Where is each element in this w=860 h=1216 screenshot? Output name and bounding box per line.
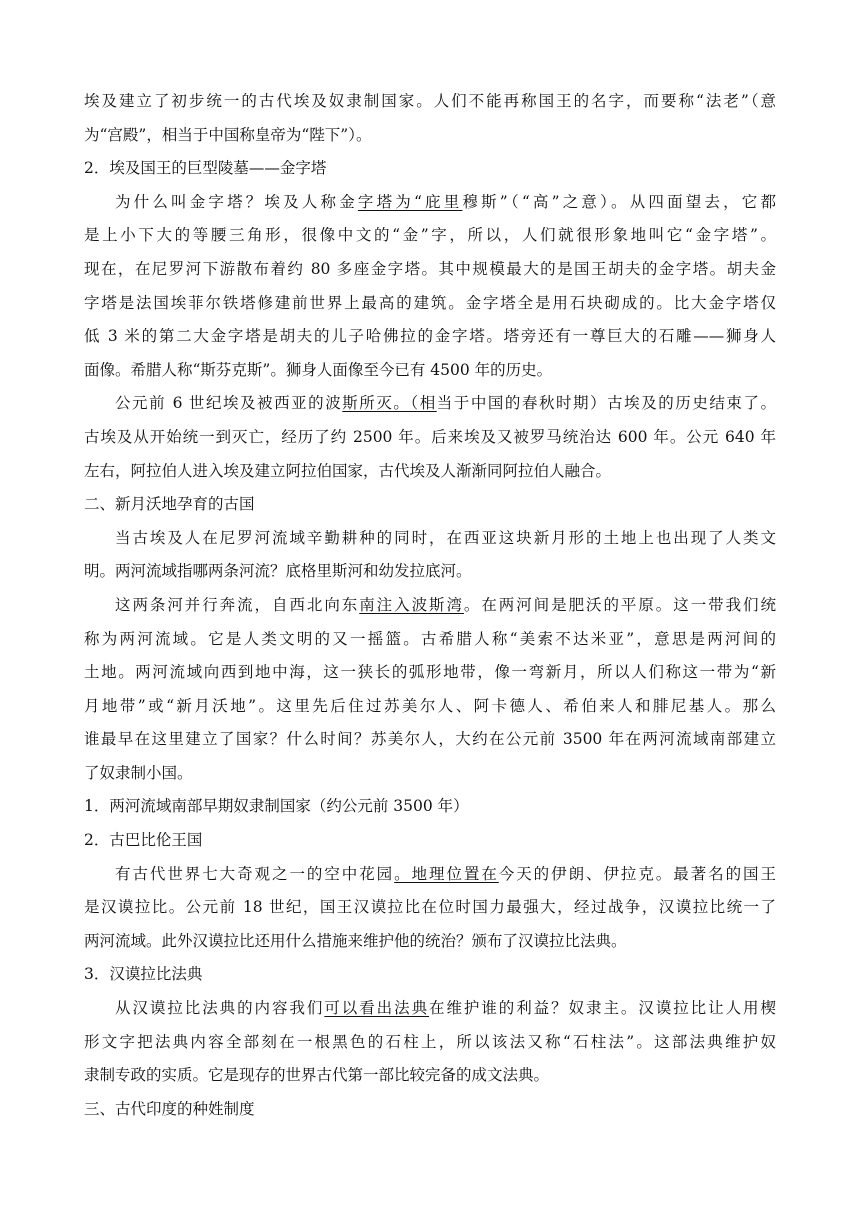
- text-segment: 有古代世界七大奇观之一的空中花园: [115, 864, 395, 883]
- paragraph-line: 是上小下大的等腰三角形，很像中文的“金”字，所以，人们就很形象地叫它“金字塔”。: [84, 226, 776, 245]
- text-segment: 这两条河并行奔流，自西北向东: [115, 595, 360, 614]
- paragraph-line: 隶制专政的实质。它是现存的世界古代第一部比较完备的成文法典。: [84, 1066, 550, 1085]
- paragraph-line: [84, 858, 776, 892]
- paragraph-line: [84, 387, 776, 421]
- paragraph-line: 了奴隶制小国。: [84, 763, 193, 782]
- paragraph-line: 为“宫殿”，相当于中国称皇帝为“陛下”）。: [84, 125, 372, 144]
- paragraph-line: 土地。两河流域向西到地中海，这一狭长的弧形地带，像一弯新月，所以人们称这一带为“新: [84, 663, 776, 682]
- paragraph-line: 谁最早在这里建立了国家？什么时间？苏美尔人，大约在公元前 3500 年在两河流域南部建立: [84, 730, 776, 749]
- underlined-text: 字塔为“庇里: [357, 192, 463, 211]
- underlined-text: 南注入波斯湾: [359, 595, 464, 614]
- section-heading: 二、新月沃地孕育的古国: [84, 495, 255, 514]
- text-segment: 穆斯”（“高”之意）。从四面望去，它都: [462, 192, 776, 211]
- section-heading: 3．汉谟拉比法典: [84, 965, 203, 984]
- paragraph-line: 低 3 米的第二大金字塔是胡夫的儿子哈佛拉的金字塔。塔旁还有一尊巨大的石雕——狮身人: [84, 327, 776, 346]
- section-heading: 2．埃及国王的巨型陵墓——金字塔: [84, 159, 327, 178]
- text-segment: 。在两河间是肥沃的平原。这一带我们统: [463, 595, 776, 614]
- text-segment: 从汉谟拉比法典的内容我们: [115, 999, 325, 1018]
- paragraph-line: 称为两河流域。它是人类文明的又一摇篮。古希腊人称“美索不达米亚”，意思是两河间的: [84, 629, 776, 648]
- paragraph-line: 是汉谟拉比。公元前 18 世纪，国王汉谟拉比在位时国力最强大，经过战争，汉谟拉比统一了: [84, 898, 776, 917]
- paragraph-line: 形文字把法典内容全部刻在一根黑色的石柱上，所以该法又称“石柱法”。这部法典维护奴: [84, 1032, 776, 1051]
- section-heading: 三、古代印度的种姓制度: [84, 1099, 255, 1118]
- paragraph-line: 两河流域。此外汉谟拉比还用什么措施来维护他的统治？颁布了汉谟拉比法典。: [84, 931, 627, 950]
- paragraph-line: [84, 992, 776, 1026]
- text-segment: 今天的伊朗、伊拉克。最著名的国王: [498, 864, 776, 883]
- paragraph-line: 字塔是法国埃菲尔铁塔修建前世界上最高的建筑。金字塔全是用石块砌成的。比大金字塔仅: [84, 293, 776, 312]
- underlined-text: 可以看出法典: [324, 999, 430, 1018]
- text-segment: 公元前 6 世纪埃及被西亚的波: [115, 394, 343, 413]
- underlined-text: 。地理位置在: [394, 864, 499, 883]
- paragraph-line: 古埃及从开始统一到灭亡，经历了约 2500 年。后来埃及又被罗马统治达 600 年。公元 640 年: [84, 427, 776, 446]
- paragraph-line: 当古埃及人在尼罗河流域辛勤耕种的同时，在西亚这块新月形的土地上也出现了人类文: [115, 528, 776, 547]
- text-segment: 当于中国的春秋时期）古埃及的历史结束了。: [436, 394, 776, 413]
- section-heading: 2．古巴比伦王国: [84, 831, 203, 850]
- paragraph-line: 左右，阿拉伯人进入埃及建立阿拉伯国家，古代埃及人渐渐同阿拉伯人融合。: [84, 461, 612, 480]
- document-page: [84, 85, 776, 1126]
- text-segment: 为什么叫金字塔？埃及人称金: [115, 192, 358, 211]
- text-segment: 在维护谁的利益？奴隶主。汉谟拉比让人用楔: [429, 999, 776, 1018]
- paragraph-line: 埃及建立了初步统一的古代埃及奴隶制国家。人们不能再称国王的名字，而要称“法老”（意: [84, 92, 776, 110]
- section-heading: 1．两河流域南部早期奴隶制国家（约公元前 3500 年）: [84, 797, 469, 816]
- paragraph-line: 月地带”或“新月沃地”。这里先后住过苏美尔人、阿卡德人、希伯来人和腓尼基人。那么: [84, 696, 776, 715]
- paragraph-line: [84, 186, 776, 220]
- paragraph-line: 明。两河流域指哪两条河流？底格里斯河和幼发拉底河。: [84, 562, 472, 581]
- underlined-text: 斯所灭。（相: [342, 394, 437, 413]
- paragraph-line: 面像。希腊人称“斯芬克斯”。狮身人面像至今已有 4500 年的历史。: [84, 360, 553, 379]
- paragraph-line: 现在，在尼罗河下游散布着约 80 多座金字塔。其中规模最大的是国王胡夫的金字塔。胡夫金: [84, 259, 776, 278]
- paragraph-line: [84, 589, 776, 623]
